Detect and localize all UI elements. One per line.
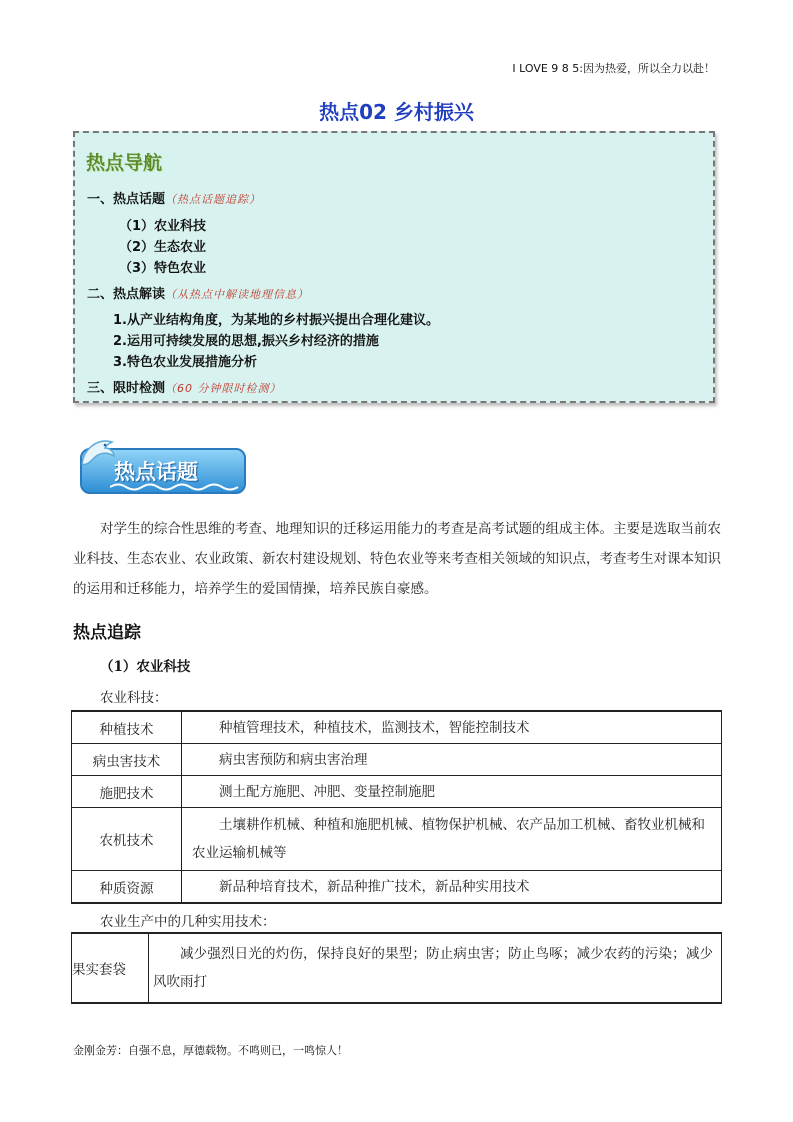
- header-slogan: I LOVE 9 8 5:因为热爱，所以全力以赴！: [512, 62, 715, 75]
- table-value-text: 土壤耕作机械、种植和施肥机械、植物保护机械、农产品加工机械、畜牧业机械和农业运输机械等: [192, 817, 705, 861]
- nav-section-test: [87, 377, 282, 396]
- nav-section-note: （60 分钟限时检测）: [165, 382, 282, 395]
- table-row: [72, 711, 722, 744]
- table-row: [72, 776, 722, 808]
- subsection-title: （1）农业科技: [100, 659, 191, 675]
- table-key-cell: 农机技术: [72, 808, 182, 871]
- table-row: [72, 808, 722, 871]
- nav-reading-item: 3.特色农业发展措施分析: [113, 355, 257, 370]
- waves-icon: [110, 482, 240, 492]
- nav-reading-item: 2.运用可持续发展的思想,振兴乡村经济的措施: [113, 334, 379, 349]
- nav-section-note: （热点话题追踪）: [165, 193, 262, 206]
- section-title: 热点追踪: [73, 623, 141, 643]
- table-key-cell: 病虫害技术: [72, 744, 182, 776]
- nav-reading-item: 1.从产业结构角度，为某地的乡村振兴提出合理化建议。: [113, 313, 439, 328]
- practical-tech-table: [71, 932, 722, 1004]
- table-value-cell: 种植管理技术，种植技术，监测技术，智能控制技术: [182, 711, 722, 744]
- nav-section-reading: [87, 283, 309, 302]
- nav-section-label: 一、热点话题: [87, 192, 166, 207]
- agri-tech-table: [71, 710, 722, 904]
- nav-heading: 热点导航: [86, 152, 163, 174]
- table-value-text: 减少强烈日光的灼伤，保持良好的果型；防止病虫害；防止鸟啄；减少农药的污染；减少风吹雨打: [153, 946, 713, 990]
- table-key-cell: 种植技术: [72, 711, 182, 744]
- nav-section-topics: [87, 188, 261, 207]
- dolphin-icon: [78, 434, 118, 474]
- table-key-cell: 果实套袋: [72, 933, 149, 1003]
- table-key-cell: 种质资源: [72, 871, 182, 904]
- table-value-cell: 新品种培育技术，新品种推广技术，新品种实用技术: [182, 871, 722, 904]
- nav-topic-item: （3）特色农业: [119, 261, 207, 276]
- table2-caption: 农业生产中的几种实用技术：: [100, 914, 276, 930]
- table-row: [72, 744, 722, 776]
- table-row: [72, 933, 722, 1003]
- footer-motto: 金刚金芳：自强不息，厚德载物。不鸣则已，一鸣惊人！: [73, 1044, 348, 1057]
- page-title: 热点02 乡村振兴: [319, 100, 474, 124]
- nav-section-note: （从热点中解读地理信息）: [165, 288, 310, 301]
- table-value-cell: 病虫害预防和病虫害治理: [182, 744, 722, 776]
- table-value-cell: [149, 933, 722, 1003]
- banner-label: 热点话题: [114, 460, 198, 484]
- table-value-cell: 测土配方施肥、冲肥、变量控制施肥: [182, 776, 722, 808]
- hotspot-navigation-box: [73, 131, 715, 403]
- hot-topic-banner: [80, 438, 248, 496]
- table-row: [72, 871, 722, 904]
- table-key-cell: 施肥技术: [72, 776, 182, 808]
- table1-caption: 农业科技：: [100, 690, 168, 706]
- nav-topic-item: （2）生态农业: [119, 240, 207, 255]
- intro-paragraph: 对学生的综合性思维的考查、地理知识的迁移运用能力的考查是高考试题的组成主体。主要是选取当前农业科技、生态农业、农业政策、新农村建设规划、特色农业等来考查相关领域的知识点，考查考生对课本知识的运用和迁移能力，培养学生的爱国情操，培养民族自豪感。: [73, 521, 721, 597]
- table-value-cell: [182, 808, 722, 871]
- nav-section-label: 二、热点解读: [87, 287, 166, 302]
- nav-topic-item: （1）农业科技: [119, 219, 207, 234]
- nav-section-label: 三、限时检测: [87, 381, 166, 396]
